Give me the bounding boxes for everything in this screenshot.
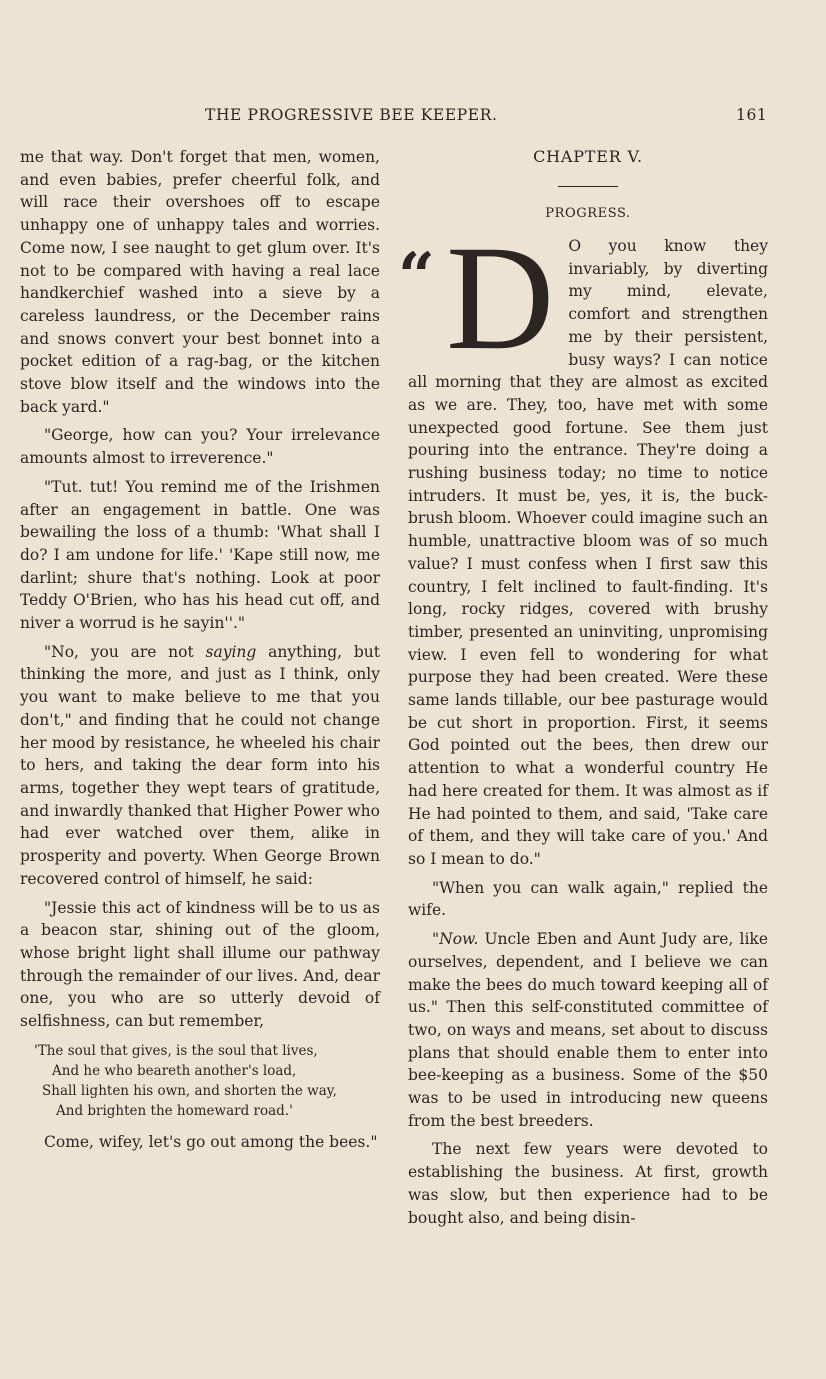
divider-rule: [558, 186, 618, 187]
paragraph: The next few years were devoted to establishing the business. At first, growth was slow, but then experience had to be bought also, and being disin-: [408, 1140, 768, 1227]
italic-word: saying: [205, 642, 257, 661]
opening-quote-mark: “: [398, 239, 435, 314]
poem-quote: [20, 1041, 380, 1121]
paragraph: [408, 928, 768, 1132]
text-run: Uncle Eben and Aunt Judy are, like ourselves, dependent, and I believe we can make the bees do much toward keeping all of us." Then this self-constituted committee of two, on ways and means, set about to discuss plans that should enable them to enter into bee-keeping as a business. Some of the $50 was to be used in introducing new queens from the best breeders.: [408, 930, 768, 1130]
poem-line: 'The soul that gives, is the soul that lives,: [34, 1042, 318, 1059]
paragraph: "When you can walk again," replied the wife.: [408, 878, 768, 920]
paragraph: "George, how can you? Your irrelevance amounts almost to irreverence.": [20, 426, 380, 468]
drop-cap: D: [446, 215, 555, 381]
poem-line: And brighten the homeward road.': [56, 1102, 293, 1119]
right-column: [398, 146, 768, 1235]
text-run: "No, you are not: [44, 642, 206, 661]
left-column: [20, 146, 380, 1159]
paragraph: "Jessie this act of kindness will be to us as a beacon star, shining out of the gloom, whose bright light shall illume our pathway through the remainder of our lives. And, dear one, you who are so utterly devoid of selfishness, can but remember,: [20, 898, 380, 1031]
paragraph: [20, 641, 380, 891]
italic-word: "Now.: [432, 930, 479, 949]
section-heading: PROGRESS.: [545, 206, 631, 221]
page-number: 161: [736, 106, 768, 124]
poem-line: And he who beareth another's load,: [52, 1062, 297, 1079]
paragraph: "Tut. tut! You remind me of the Irishmen after an engagement in battle. One was bewailing the loss of a thumb: 'What shall I do? I am undone for life.' 'Kape still now, me darlint; shure that's nothing. Look at poor Teddy O'Brien, who has his head cut off, and niver a worrud is he sayin''.": [20, 477, 380, 633]
running-title: THE PROGRESSIVE BEE KEEPER.: [205, 106, 498, 124]
text-run: anything, but thinking the more, and just as I think, only you want to make believe to me that you don't," and finding that he could not change her mood by resistance, he wheeled his chair to hers, and taking the dear form into his arms, together they wept tears of gratitude, and inwardly thanked that Higher Power who had ever watched over them, alike in prosperity and poverty. When George Brown recovered control of himself, he said:: [20, 642, 380, 888]
paragraph: me that way. Don't forget that men, women, and even babies, prefer cheerful folk, and will race their overshoes off to escape unhappy one of unhappy tales and worries. Come now, I see naught to get glum over. It's not to be compared with having a real lace handkerchief washed into a sieve by a careless laundress, or the December rains and snows convert your best bonnet into a pocket edition of a rag-bag, or the kitchen stove blow itself and the windows into the back yard.": [20, 148, 380, 416]
paragraph: O you know they invariably, by diverting my mind, elevate, comfort and strengthen me by their persistent, busy ways? I can notice all morning that they are almost as excited as we are. They, too, have met with some unexpected good fortune. See them just pouring into the entrance. They're doing a rushing business today; no time to notice intruders. It must be, yes, it is, the buck-brush bloom. Whoever could imagine such an humble, unattractive bloom was of so much value? I must confess when I first saw this country, I felt inclined to fault-finding. It's long, rocky ridges, covered with brushy timber, presented an uninviting, unpromising view. I even fell to wondering for what purpose they had been created. Were these same lands tillable, our bee pasturage would be cut short in proportion. First, it seems God pointed out the bees, then drew our attention to what a wonderful country He had here created for them. It was almost as if He had pointed to them, and said, 'Take care of them, and they will take care of you.' And so I mean to do.": [408, 237, 768, 868]
chapter-heading: CHAPTER V.: [533, 147, 643, 166]
paragraph: Come, wifey, let's go out among the bees.": [44, 1132, 378, 1151]
opening-paragraph: [398, 215, 768, 871]
poem-line: Shall lighten his own, and shorten the way,: [42, 1082, 337, 1099]
